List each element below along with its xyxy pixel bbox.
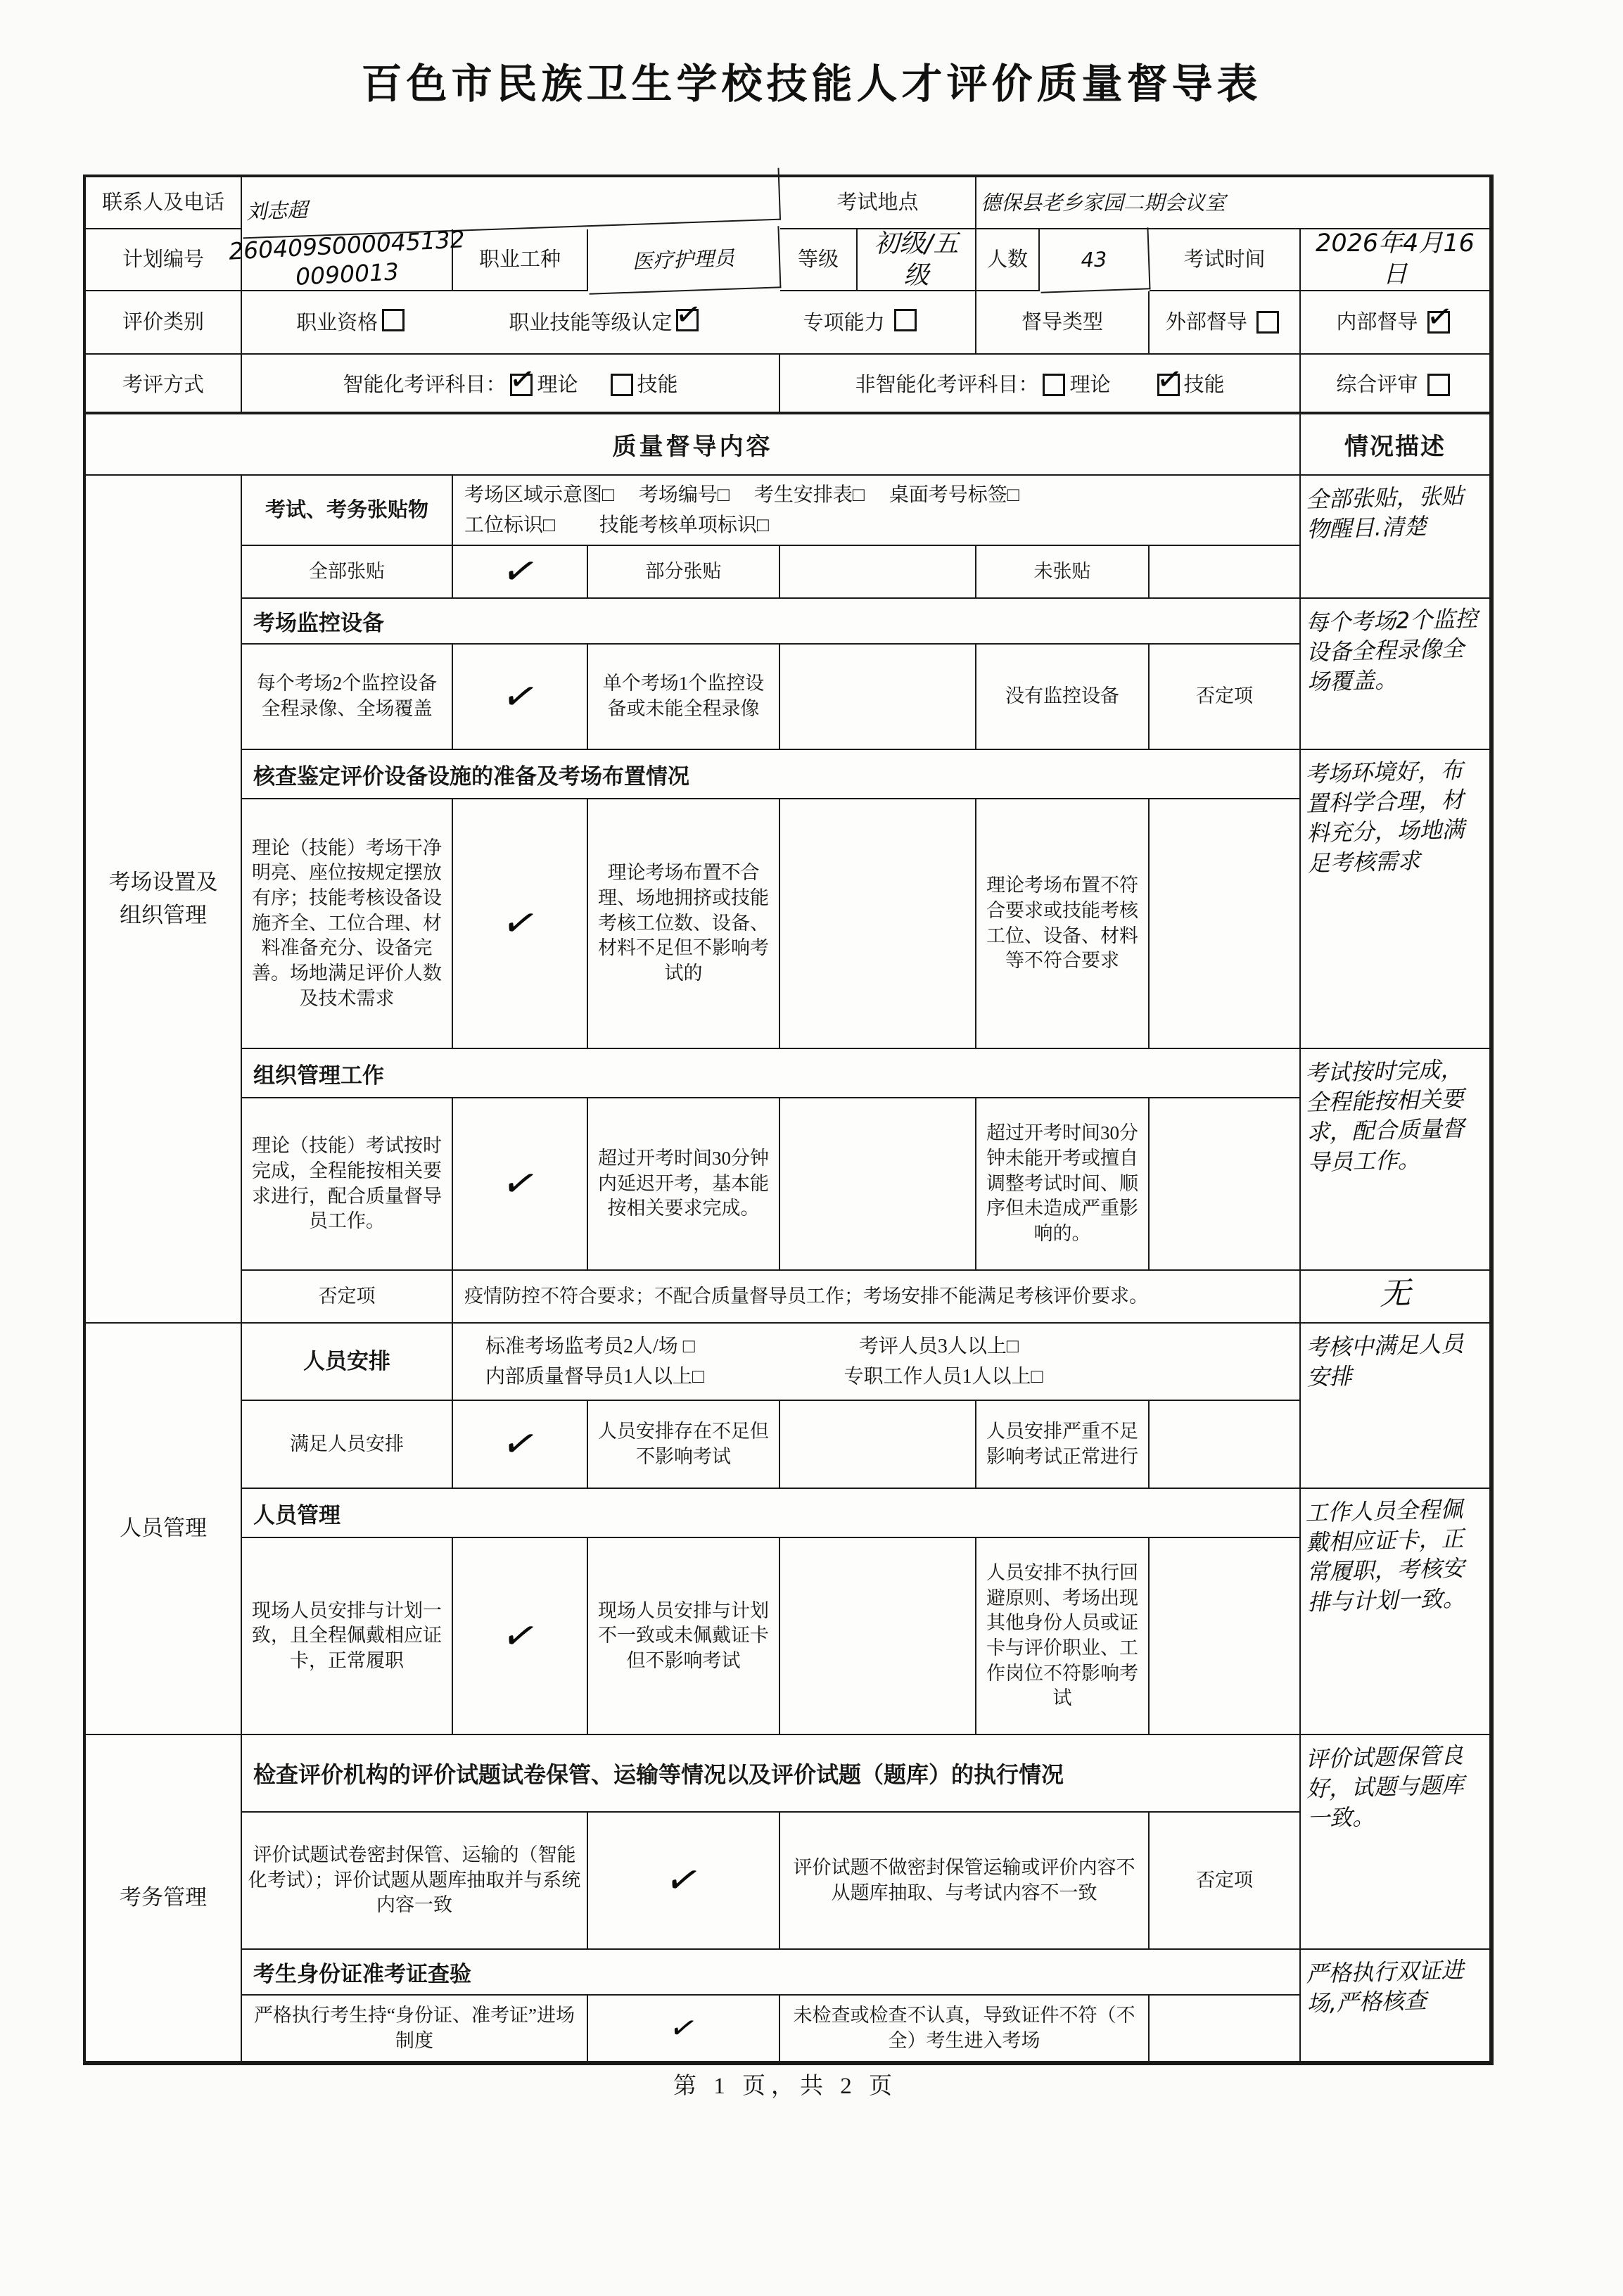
page-footer: 第 1 页，共 2 页 — [673, 2074, 898, 2099]
personnel-bad-cell: 人员安排不执行回避原则、考场出现其他身份人员或证卡与评价职业、工作岗位不符影响考试 — [976, 1538, 1150, 1735]
category-option-special: 专项能力 — [803, 309, 921, 336]
note-personnel: 工作人员全程佩戴相应证卡，正常履职，考核安排与计划一致。 — [1301, 1489, 1491, 1735]
veto-text: 疫情防控不符合要求；不配合质量督导员工作；考场安排不能满足考核评价要求。 — [453, 1271, 1301, 1324]
papers-good-check: ✓ — [588, 1813, 780, 1950]
paste-options-line2: 工位标识□ 技能考核单项标识□ — [464, 514, 769, 536]
paste-options-line1: 考场区域示意图□ 考场编号□ 考生安排表□ 桌面考号标签□ — [464, 483, 1019, 506]
plan-value-line2: 0090013 — [294, 258, 400, 291]
plan-value-line1: 260409S000045132 — [228, 224, 466, 265]
supervision-table — [83, 412, 1494, 2065]
idcheck-bad-check — [1150, 1996, 1301, 2062]
site-value: 德保县老乡家园二期会议室 — [976, 177, 1491, 229]
trade-value: 医疗护理员 — [587, 226, 782, 294]
papers-section-header: 检查评价机构的评价试题试卷保管、运输等情况以及评价试题（题库）的执行情况 — [242, 1735, 1301, 1813]
venue-mid-cell: 理论考场布置不合理、场地拥挤或技能考核工位数、设备、材料不足但不影响考试的 — [588, 799, 780, 1049]
time-label: 考试时间 — [1150, 229, 1301, 291]
site-label: 考试地点 — [780, 177, 976, 229]
staffing-opt-a: 标准考场监考员2人/场 □ — [485, 1335, 695, 1357]
personnel-section-header: 人员管理 — [242, 1489, 1301, 1538]
info-table — [83, 175, 1494, 419]
staffing-bad-cell: 人员安排严重不足影响考试正常进行 — [976, 1401, 1150, 1489]
checkbox-review[interactable] — [1427, 374, 1450, 396]
content-header: 质量督导内容 — [86, 414, 1301, 476]
paste-options — [453, 476, 1301, 546]
personnel-good-check: ✓ — [453, 1538, 588, 1735]
comprehensive-review: 综合评审 — [1301, 355, 1491, 417]
desc-header: 情况描述 — [1301, 414, 1491, 476]
org-good-cell: 理论（技能）考试按时完成，全程能按相关要求进行，配合质量督导员工作。 — [242, 1098, 453, 1271]
staffing-mid-cell: 人员安排存在不足但不影响考试 — [588, 1401, 780, 1489]
veto-label: 否定项 — [242, 1271, 453, 1324]
staffing-opt-b: 考评人员3人以上□ — [858, 1335, 1019, 1357]
personnel-bad-check — [1150, 1538, 1301, 1735]
staffing-opt-c: 内部质量督导员1人以上□ — [485, 1366, 704, 1388]
count-label: 人数 — [976, 229, 1040, 291]
checkbox-external[interactable] — [1256, 311, 1279, 334]
monitor-bad-cell: 没有监控设备 — [976, 645, 1150, 750]
personnel-good-cell: 现场人员安排与计划一致，且全程佩戴相应证卡，正常履职 — [242, 1538, 453, 1735]
venue-good-check: ✓ — [453, 799, 588, 1049]
staffing-label: 人员安排 — [242, 1324, 453, 1401]
venue-bad-check — [1150, 799, 1301, 1049]
org-good-check: ✓ — [453, 1098, 588, 1271]
paste-label: 考试、考务张贴物 — [242, 476, 453, 546]
checkbox-smart-skill[interactable] — [611, 374, 633, 396]
personnel-mid-check — [780, 1538, 976, 1735]
category-option-qualification: 职业资格 — [296, 309, 409, 336]
paste-ok-cell: 全部张贴 — [242, 546, 453, 599]
note-monitor: 每个考场2个监控设备全程录像全场覆盖。 — [1301, 599, 1491, 750]
monitor-section-header: 考场监控设备 — [242, 599, 1301, 645]
personnel-mid-cell: 现场人员安排与计划不一致或未佩戴证卡但不影响考试 — [588, 1538, 780, 1735]
note-papers: 评价试题保管良好，试题与题库一致。 — [1301, 1735, 1491, 1950]
staffing-mid-check — [780, 1401, 976, 1489]
checkbox-nonsmart-skill[interactable]: ✓ — [1154, 360, 1185, 400]
org-bad-check — [1150, 1098, 1301, 1271]
staffing-options — [453, 1324, 1301, 1401]
page-title: 百色市民族卫生学校技能人才评价质量督导表 — [361, 61, 1262, 107]
checkbox-skill-level[interactable]: ✓ — [673, 295, 704, 335]
checkbox-nonsmart-theory[interactable] — [1043, 374, 1065, 396]
paste-ok-check: ✓ — [453, 546, 588, 599]
paste-partial-check — [780, 546, 976, 599]
level-value: 初级/五级 — [858, 229, 976, 291]
nonsmart-subjects: 非智能化考评科目： 理论 ✓ 技能 — [780, 355, 1301, 417]
org-bad-cell: 超过开考时间30分钟未能开考或擅自调整考试时间、顺序但未造成严重影响的。 — [976, 1098, 1150, 1271]
smart-subjects: 智能化考评科目： ✓ 理论 技能 — [242, 355, 780, 417]
org-mid-check — [780, 1098, 976, 1271]
smart-subjects-label: 智能化考评科目： — [343, 373, 507, 396]
contact-value: 刘志超 — [241, 168, 781, 239]
org-mid-cell: 超过开考时间30分钟内延迟开考，基本能按相关要求完成。 — [588, 1098, 780, 1271]
paste-none-cell: 未张贴 — [976, 546, 1150, 599]
monitor-mid-cell: 单个考场1个监控设备或未能全程录像 — [588, 645, 780, 750]
group-personnel: 人员管理 — [86, 1324, 242, 1735]
trade-label: 职业工种 — [453, 229, 588, 291]
idcheck-bad-cell: 未检查或检查不认真，导致证件不符（不全）考生进入考场 — [780, 1996, 1150, 2062]
checkbox-internal[interactable]: ✓ — [1424, 297, 1455, 337]
note-idcheck: 严格执行双证进场,严格核查 — [1301, 1950, 1491, 2062]
category-option-skill-level: 职业技能等级认定 ✓ — [509, 295, 704, 335]
papers-veto-cell: 否定项 — [1150, 1813, 1301, 1950]
staffing-ok-check: ✓ — [453, 1401, 588, 1489]
group-exam-affairs: 考务管理 — [86, 1735, 242, 2062]
idcheck-good-check: ✓ — [588, 1996, 780, 2062]
idcheck-section-header: 考生身份证准考证查验 — [242, 1950, 1301, 1996]
internal-supervision: 内部督导 ✓ — [1301, 291, 1491, 355]
plan-label: 计划编号 — [86, 229, 242, 291]
idcheck-good-cell: 严格执行考生持“身份证、准考证”进场制度 — [242, 1996, 588, 2062]
paste-none-check — [1150, 546, 1301, 599]
plan-value — [228, 224, 466, 291]
contact-label: 联系人及电话 — [86, 177, 242, 229]
monitor-veto-cell: 否定项 — [1150, 645, 1301, 750]
note-org: 考试按时完成，全程能按相关要求，配合质量督导员工作。 — [1301, 1049, 1491, 1271]
note-paste: 全部张贴，张贴物醒目.清楚 — [1301, 476, 1491, 599]
org-section-header: 组织管理工作 — [242, 1049, 1301, 1098]
venue-bad-cell: 理论考场布置不符合要求或技能考核工位、设备、材料等不符合要求 — [976, 799, 1150, 1049]
staffing-ok-cell: 满足人员安排 — [242, 1401, 453, 1489]
category-label: 评价类别 — [86, 291, 242, 355]
checkbox-special[interactable] — [894, 309, 917, 331]
category-options — [242, 291, 976, 355]
note-veto: 无 — [1301, 1271, 1491, 1324]
monitor-good-check: ✓ — [453, 645, 588, 750]
note-venue: 考场环境好，布置科学合理，材料充分，场地满足考核需求 — [1301, 750, 1491, 1049]
time-value: 2026年4月16日 — [1301, 229, 1491, 291]
checkbox-smart-theory[interactable]: ✓ — [507, 360, 538, 400]
method-label: 考评方式 — [86, 355, 242, 417]
venue-section-header: 核查鉴定评价设备设施的准备及考场布置情况 — [242, 750, 1301, 799]
papers-bad-cell: 评价试题不做密封保管运输或评价内容不从题库抽取、与考试内容不一致 — [780, 1813, 1150, 1950]
level-label: 等级 — [780, 229, 858, 291]
venue-good-cell: 理论（技能）考场干净明亮、座位按规定摆放有序；技能考核设备设施齐全、工位合理、材料准备充分、设备完善。场地满足评价人数及技术需求 — [242, 799, 453, 1049]
nonsmart-subjects-label: 非智能化考评科目： — [855, 373, 1039, 396]
note-staffing: 考核中满足人员安排 — [1301, 1324, 1491, 1489]
paste-partial-cell: 部分张贴 — [588, 546, 780, 599]
count-value: 43 — [1039, 227, 1151, 293]
venue-mid-check — [780, 799, 976, 1049]
staffing-opt-d: 专职工作人员1人以上□ — [844, 1366, 1043, 1388]
staffing-bad-check — [1150, 1401, 1301, 1489]
papers-good-cell: 评价试题试卷密封保管、运输的（智能化考试）；评价试题从题库抽取并与系统内容一致 — [242, 1813, 588, 1950]
monitor-mid-check — [780, 645, 976, 750]
supervision-type-label: 督导类型 — [976, 291, 1150, 355]
monitor-good-cell: 每个考场2个监控设备全程录像、全场覆盖 — [242, 645, 453, 750]
checkbox-qualification[interactable] — [382, 309, 405, 331]
group-venue-management: 考场设置及 组织管理 — [86, 476, 242, 1324]
external-supervision: 外部督导 — [1150, 291, 1301, 355]
